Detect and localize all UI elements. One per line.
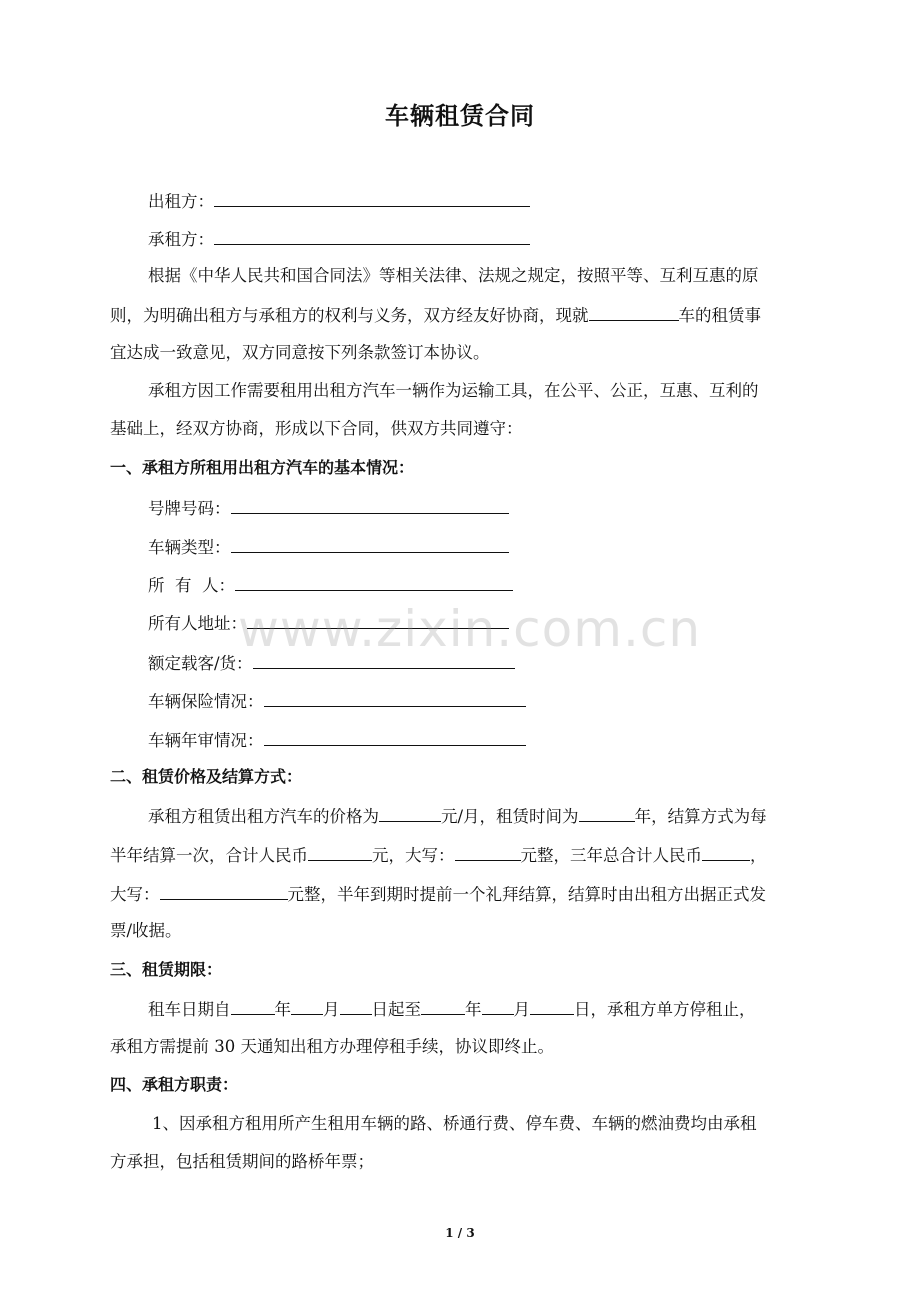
end-year-label: 年 xyxy=(465,1000,482,1019)
page-number: 1 / 3 xyxy=(445,1226,475,1240)
owner-address-line xyxy=(148,610,830,636)
intro1-line2 xyxy=(110,302,830,328)
end-year-blank xyxy=(421,996,465,1015)
start-day-blank xyxy=(340,996,372,1015)
section3-heading: 三、租赁期限： xyxy=(110,960,223,979)
vehicle-type-blank xyxy=(231,534,509,553)
watermark: www.zixin.com.cn xyxy=(238,600,702,658)
rated-load-line xyxy=(148,650,830,676)
annual-inspection-line xyxy=(148,727,830,753)
period-years-blank xyxy=(579,803,635,822)
annual-inspection-blank xyxy=(264,727,526,746)
vehicle-type-line xyxy=(148,534,830,560)
plate-number-label: 号牌号码： xyxy=(148,499,231,518)
capital-blank xyxy=(455,842,521,861)
section1-heading: 一、承租方所租用出租方汽车的基本情况： xyxy=(110,458,415,477)
owner-blank xyxy=(235,572,513,591)
section2-heading: 二、租赁价格及结算方式： xyxy=(110,767,303,786)
section2-line3 xyxy=(110,881,830,907)
owner-address-blank xyxy=(247,610,509,629)
comma-text: ， xyxy=(750,846,767,865)
invoice-text: 元整，半年到期时提前一个礼拜结算，结算时由出租方出据正式发 xyxy=(287,885,766,904)
owner-line xyxy=(148,572,830,598)
intro1-line1: 根据《中华人民共和国合同法》等相关法律、法规之规定，按照平等、互利互惠的原 xyxy=(148,266,759,285)
lessor-label: 出租方： xyxy=(148,192,214,211)
three-year-total-blank xyxy=(702,842,750,861)
section4-heading: 四、承租方职责： xyxy=(110,1075,239,1094)
section4-line1: 1、因承租方租用所产生租用车辆的路、桥通行费、停车费、车辆的燃油费均由承租 xyxy=(152,1114,757,1133)
insurance-label: 车辆保险情况： xyxy=(148,692,264,711)
end-month-blank xyxy=(482,996,514,1015)
section4-line2: 方承担，包括租赁期间的路桥年票； xyxy=(110,1152,374,1171)
total-text: 半年结算一次，合计人民币 xyxy=(110,846,308,865)
section3-line1 xyxy=(148,996,830,1022)
document-title: 车辆租赁合同 xyxy=(385,102,535,130)
capital-text: 元，大写： xyxy=(372,846,455,865)
vehicle-type-label: 车辆类型： xyxy=(148,538,231,557)
settlement-text: 年，结算方式为每 xyxy=(634,807,767,826)
total-blank xyxy=(308,842,372,861)
rated-load-blank xyxy=(253,650,515,669)
intro2-line1: 承租方因工作需要租用出租方汽车一辆作为运输工具，在公平、公正，互惠、互利的 xyxy=(148,381,759,400)
annual-inspection-label: 车辆年审情况： xyxy=(148,731,264,750)
rated-load-label: 额定载客/货： xyxy=(148,654,253,673)
capital-total-blank xyxy=(160,881,288,900)
start-year-label: 年 xyxy=(274,1000,291,1019)
insurance-blank xyxy=(264,688,526,707)
insurance-line xyxy=(148,688,830,714)
vehicle-blank xyxy=(589,302,679,321)
three-year-text: 元整，三年总合计人民币 xyxy=(520,846,702,865)
plate-number-line xyxy=(148,495,830,521)
capital-label: 大写： xyxy=(110,885,160,904)
lessee-line xyxy=(148,226,830,252)
period-text: 元/月，租赁时间为 xyxy=(441,807,579,826)
lessee-label: 承租方： xyxy=(148,230,214,249)
end-month-label: 月 xyxy=(513,1000,530,1019)
intro1-text-a: 则，为明确出租方与承租方的权利与义务，双方经友好协商，现就 xyxy=(110,306,589,325)
price-text: 承租方租赁出租方汽车的价格为 xyxy=(148,807,379,826)
intro1-line3: 宜达成一致意见，双方同意按下列条款签订本协议。 xyxy=(110,343,490,362)
lessor-blank xyxy=(214,188,530,207)
intro2-line2: 基础上，经双方协商，形成以下合同，供双方共同遵守： xyxy=(110,419,523,438)
section2-line2 xyxy=(110,842,830,868)
monthly-price-blank xyxy=(379,803,441,822)
start-date-text: 租车日期自 xyxy=(148,1000,231,1019)
end-date-text: 日起至 xyxy=(371,1000,421,1019)
start-month-label: 月 xyxy=(323,1000,340,1019)
lessee-blank xyxy=(214,226,530,245)
owner-label: 所 有 人： xyxy=(148,576,235,595)
section3-line2: 承租方需提前 30 天通知出租方办理停租手续，协议即终止。 xyxy=(110,1037,554,1056)
intro1-text-b: 车的租赁事 xyxy=(678,306,761,325)
owner-address-label: 所有人地址： xyxy=(148,614,247,633)
termination-text: 日，承租方单方停租止， xyxy=(574,1000,756,1019)
plate-number-blank xyxy=(231,495,509,514)
lessor-line xyxy=(148,188,830,214)
start-month-blank xyxy=(291,996,323,1015)
start-year-blank xyxy=(231,996,275,1015)
end-day-blank xyxy=(530,996,574,1015)
section2-line1 xyxy=(148,803,830,829)
section2-line4: 票/收据。 xyxy=(110,921,182,940)
